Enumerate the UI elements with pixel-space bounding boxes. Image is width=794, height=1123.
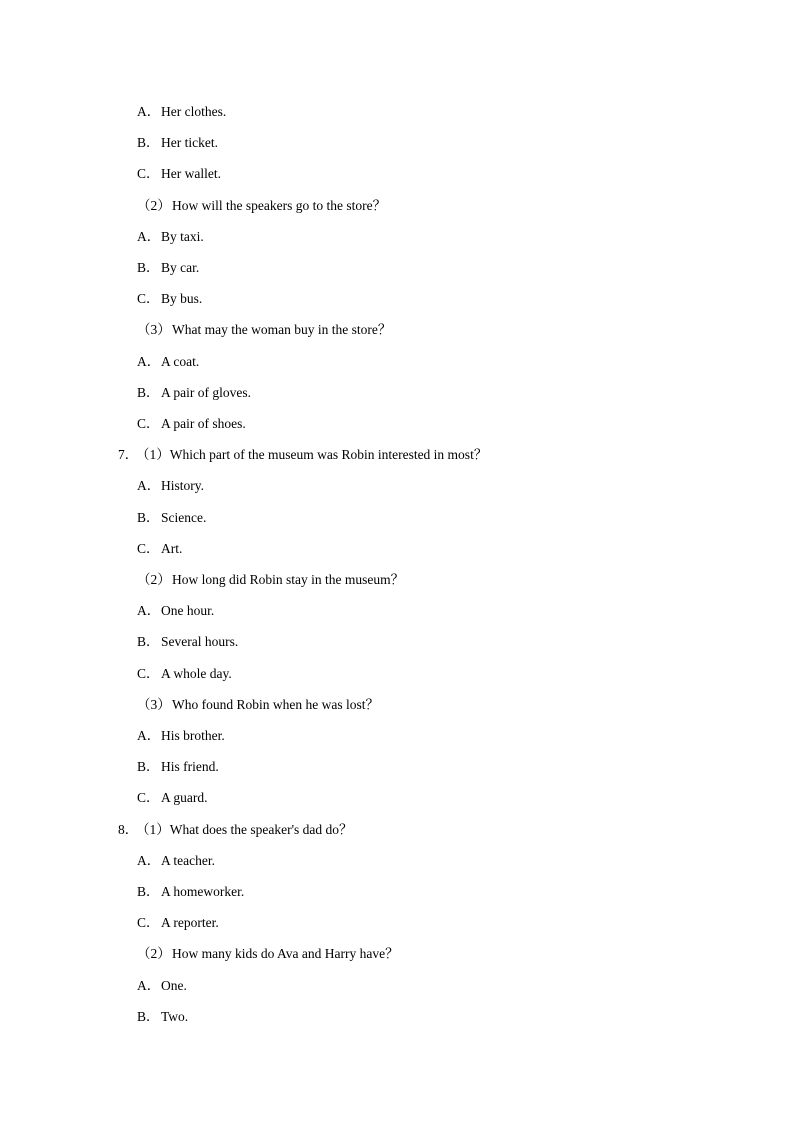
option-line [137,977,187,995]
question-text: How long did Robin stay in the museum？ [172,572,405,587]
option-text: Her ticket. [161,135,218,150]
question-number: 8． [118,822,139,837]
option-line [137,290,202,308]
sub-question-line [137,571,404,589]
option-text: Two. [161,1009,189,1024]
option-text: By bus. [161,291,203,306]
option-line [137,852,215,870]
option-text: A whole day. [161,666,232,681]
sub-question-line [137,321,391,339]
option-label: A． [137,229,161,244]
option-label: B． [137,634,160,649]
question-line [118,821,353,839]
question-number: 7． [118,447,139,462]
option-text: A pair of shoes. [161,416,246,431]
option-line [137,415,246,433]
option-text: History. [161,478,204,493]
option-label: A． [137,603,161,618]
option-label: A． [137,104,161,119]
option-label: A． [137,354,161,369]
option-text: A coat. [161,354,200,369]
question-text: （1）What does the speaker's dad do？ [136,822,353,837]
option-label: C． [137,541,160,556]
option-line [137,1008,188,1026]
option-line [137,758,219,776]
option-label: C． [137,666,160,681]
question-text: How will the speakers go to the store？ [172,198,387,213]
option-text: One hour. [161,603,215,618]
option-text: Art. [161,541,183,556]
option-label: B． [137,135,160,150]
option-line [137,540,182,558]
option-text: A reporter. [161,915,219,930]
option-text: A pair of gloves. [161,385,251,400]
question-text: How many kids do Ava and Harry have？ [172,946,399,961]
question-number: （2） [137,946,171,961]
option-label: B． [137,1009,160,1024]
option-text: Her wallet. [161,166,221,181]
option-label: C． [137,166,160,181]
option-line [137,633,238,651]
option-line [137,384,251,402]
option-label: C． [137,291,160,306]
sub-question-line [137,696,379,714]
question-number: （2） [137,198,171,213]
option-line [137,883,244,901]
option-label: B． [137,385,160,400]
question-text: What may the woman buy in the store？ [172,322,392,337]
option-label: A． [137,978,161,993]
option-text: His brother. [161,728,225,743]
option-label: B． [137,759,160,774]
option-text: A homeworker. [161,884,245,899]
question-number: （2） [137,572,171,587]
option-text: Science. [161,510,207,525]
option-line [137,509,206,527]
option-line [137,103,226,121]
option-line [137,353,199,371]
option-text: Her clothes. [161,104,227,119]
question-text: Who found Robin when he was lost？ [172,697,379,712]
option-text: By car. [161,260,200,275]
option-label: B． [137,884,160,899]
option-text: One. [161,978,187,993]
option-label: B． [137,510,160,525]
question-number: （3） [137,322,171,337]
option-line [137,477,204,495]
option-line [137,789,208,807]
option-text: Several hours. [161,634,239,649]
option-line [137,602,214,620]
option-text: His friend. [161,759,219,774]
option-line [137,727,225,745]
option-line [137,914,219,932]
question-number: （3） [137,697,171,712]
option-line [137,228,204,246]
sub-question-line [137,197,386,215]
option-text: By taxi. [161,229,204,244]
option-line [137,259,199,277]
option-line [137,665,232,683]
option-label: C． [137,790,160,805]
question-text: （1）Which part of the museum was Robin interested in most？ [136,447,488,462]
option-label: C． [137,915,160,930]
option-label: A． [137,478,161,493]
sub-question-line [137,945,399,963]
option-text: A guard. [161,790,208,805]
option-line [137,165,221,183]
option-label: A． [137,728,161,743]
option-line [137,134,218,152]
option-text: A teacher. [161,853,215,868]
option-label: A． [137,853,161,868]
option-label: C． [137,416,160,431]
question-line [118,446,487,464]
option-label: B． [137,260,160,275]
